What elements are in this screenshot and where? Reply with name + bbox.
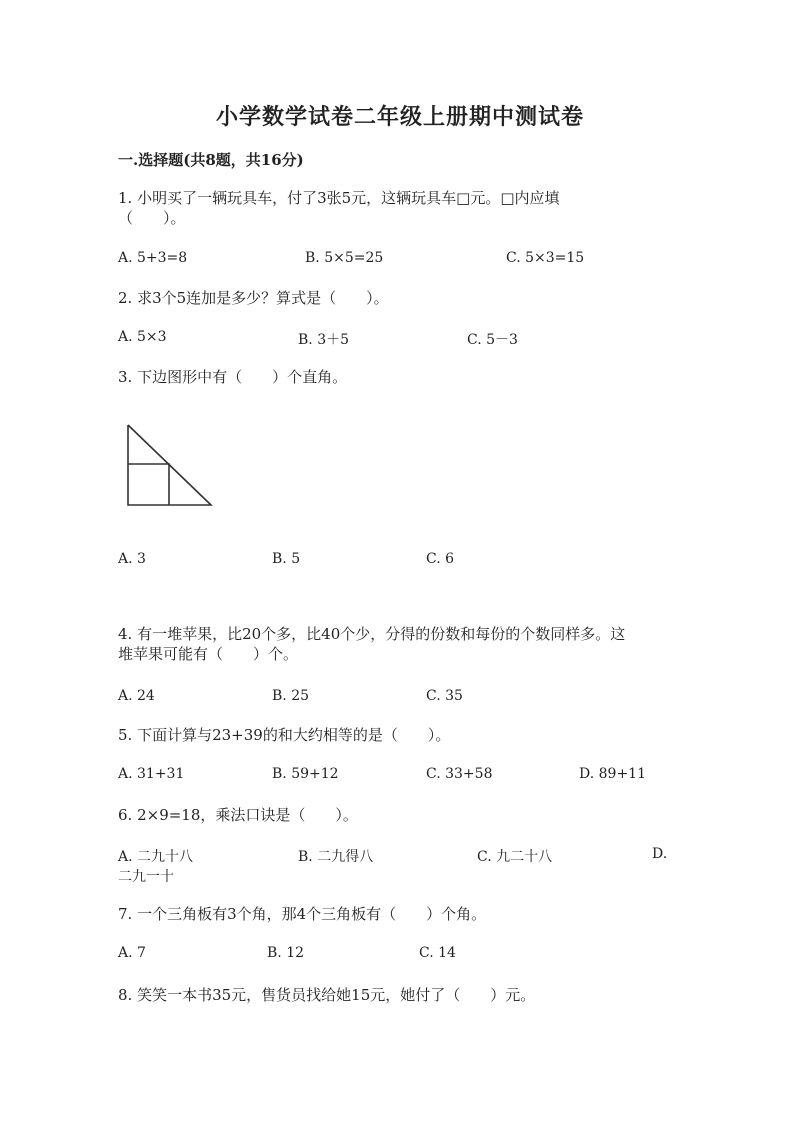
q1-option-a[interactable]: A. 5+3=8 [118, 250, 188, 266]
question-4 [118, 624, 678, 664]
question-3-stem: 3. 下边图形中有（ ）个直角。 [118, 368, 348, 386]
q6-option-b[interactable]: B. 二九得八 [298, 849, 374, 865]
q6-option-d-text: 二九一十 [118, 869, 174, 885]
q2-option-c[interactable]: C. 5－3 [467, 332, 518, 348]
question-5-stem: 5. 下面计算与23+39的和大约相等的是（ ）。 [118, 726, 451, 744]
q7-option-a[interactable]: A. 7 [118, 945, 146, 961]
q6-option-a[interactable]: A. 二九十八 [118, 849, 194, 865]
question-2-stem: 2. 求3个5连加是多少？算式是（ ）。 [118, 289, 389, 307]
triangle-figure [118, 420, 228, 515]
q7-option-b[interactable]: B. 12 [267, 945, 305, 961]
q6-option-d[interactable]: D. [652, 846, 668, 862]
q7-option-c[interactable]: C. 14 [419, 945, 456, 961]
q4-option-c[interactable]: C. 35 [426, 688, 463, 704]
section-heading: 一.选择题(共8题，共16分) [118, 151, 304, 169]
inner-square [128, 464, 169, 505]
q5-option-d[interactable]: D. 89+11 [579, 766, 646, 782]
q2-option-b[interactable]: B. 3＋5 [298, 332, 350, 348]
q3-option-c[interactable]: C. 6 [426, 551, 455, 567]
q1-option-b[interactable]: B. 5×5=25 [305, 250, 384, 266]
question-8-stem: 8. 笑笑一本书35元，售货员找给她15元，她付了（ ）元。 [118, 986, 536, 1004]
q6-option-c[interactable]: C. 九二十八 [477, 849, 553, 865]
question-6-stem: 6. 2×9=18，乘法口诀是（ ）。 [118, 806, 358, 824]
q5-option-b[interactable]: B. 59+12 [272, 766, 339, 782]
q5-option-c[interactable]: C. 33+58 [426, 766, 493, 782]
q3-option-a[interactable]: A. 3 [118, 551, 146, 567]
question-1-stem-line1: 1. 小明买了一辆玩具车，付了3张5元，这辆玩具车□元。□内应填 [118, 189, 560, 207]
q5-option-a[interactable]: A. 31+31 [118, 766, 185, 782]
question-4-stem-line1: 4. 有一堆苹果，比20个多，比40个少，分得的份数和每份的个数同样多。这 [118, 625, 626, 643]
question-7-stem: 7. 一个三角板有3个角，那4个三角板有（ ）个角。 [118, 905, 487, 923]
question-1-stem-line2: （ ）。 [118, 209, 186, 227]
q4-option-a[interactable]: A. 24 [118, 688, 155, 704]
question-1 [118, 188, 678, 228]
q3-option-b[interactable]: B. 5 [272, 551, 301, 567]
page-title: 小学数学试卷二年级上册期中测试卷 [215, 104, 584, 130]
q4-option-b[interactable]: B. 25 [272, 688, 310, 704]
question-4-stem-line2: 堆苹果可能有（ ）个。 [118, 645, 299, 663]
q2-option-a[interactable]: A. 5×3 [118, 329, 167, 345]
q1-option-c[interactable]: C. 5×3=15 [506, 250, 585, 266]
